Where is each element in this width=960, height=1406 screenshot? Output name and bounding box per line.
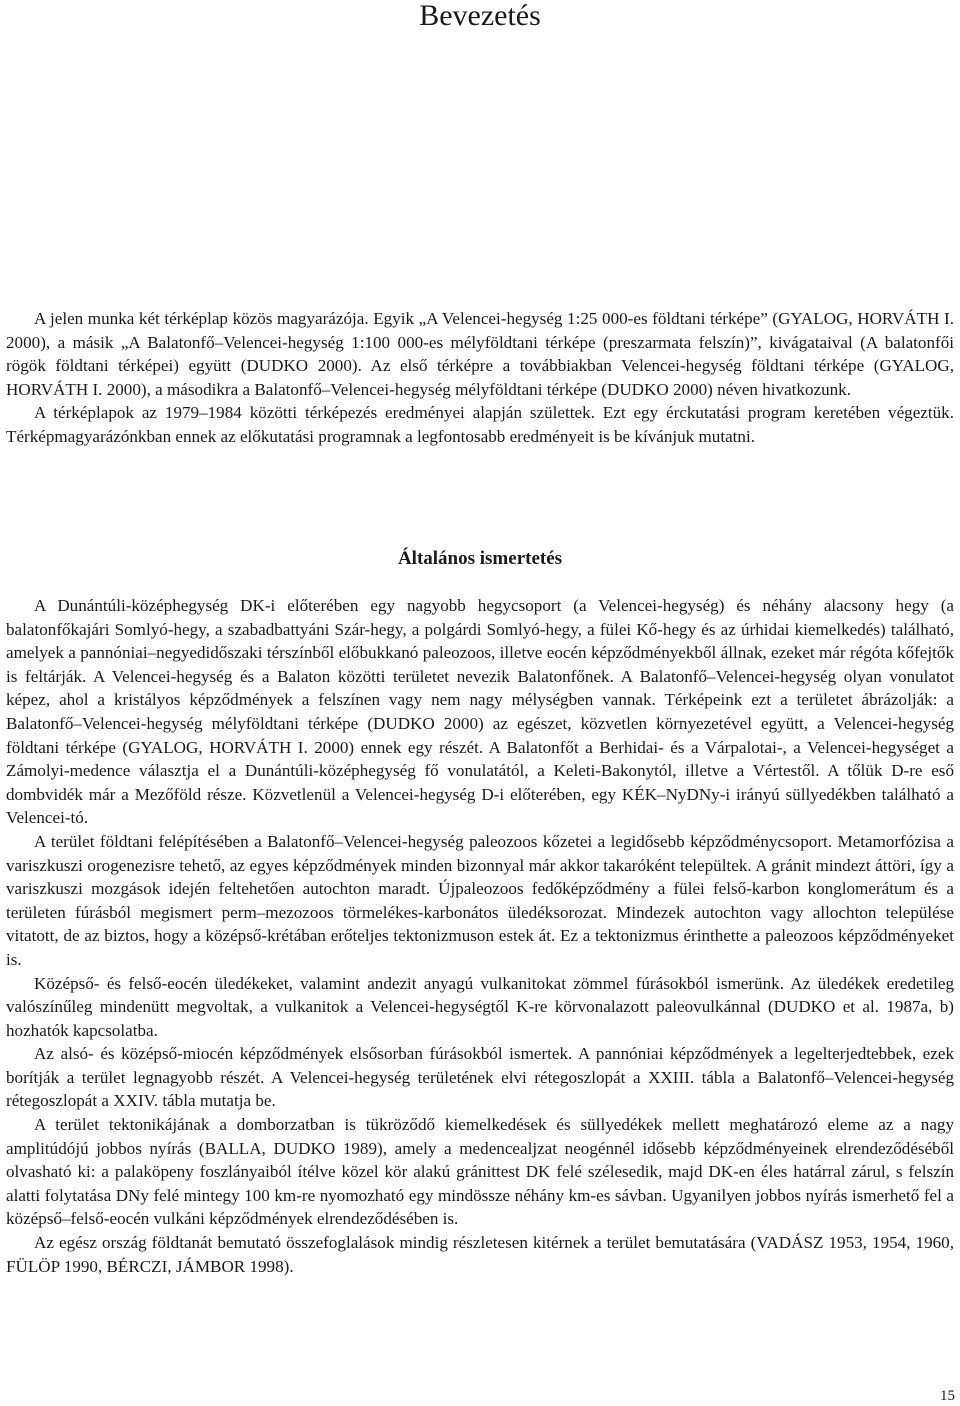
section-heading: Általános ismertetés: [397, 548, 563, 569]
general-paragraph-4: Az alsó- és középső-miocén képződmények elsősorban fúrásokból ismertek. A pannóniai képződmények a legelterjedtebbek, ezek borítják a terület legnagyobb részét. A Velencei-hegység területének elvi rétegoszlopát a XXIII. tábla a Balatonfő–Velencei-hegység rétegoszlopát a XXIV. tábla mutatja be.: [6, 1044, 954, 1111]
intro-paragraph-1: A jelen munka két térképlap közös magyarázója. Egyik „A Velencei-hegység 1:25 000-es földtani térképe” (GYALOG, HORVÁTH I. 2000), a másik „A Balatonfő–Velencei-hegység 1:100 000-es mélyföldtani térképe (preszarmata felszín)”, kivágataival (A balatonfői rögök földtani térképei) együtt (DUDKO 2000). Az első térképre a továbbiakban Velencei-hegység földtani térképe (GYALOG, HORVÁTH I. 2000), a másodikra a Balatonfő–Velencei-hegység mélyföldtani térképe (DUDKO 2000) néven hivatkozunk.: [6, 309, 954, 399]
general-paragraph-3: Középső- és felső-eocén üledékeket, valamint andezit anyagú vulkanitokat zömmel fúrásokból ismerünk. Az üledékek eredetileg valószínűleg mindenütt megvoltak, a vulkanitok a Velencei-hegységtől K-re körvonalazott paleovulkánnal (DUDKO et al. 1987a, b) hozhatók kapcsolatba.: [6, 973, 954, 1040]
general-paragraph-1: A Dunántúli-középhegység DK-i előterében egy nagyobb hegycsoport (a Velencei-hegység) és néhány alacsony hegy (a balatonfőkajári Somlyó-hegy, a szabadbattyáni Szár-hegy, a polgárdi Somlyó-hegy, a fülei Kő-hegy és az úrhidai kiemelkedés) található, amelyek a pannóniai–negyedidőszaki térszínből előbukkanó paleozoos, illetve eocén képződményekből állnak, ezeket már régóta kőfejtők is feltárják. A Velencei-hegység és a Balaton közötti területet nevezik Balatonfőnek. A Balatonfő–Velencei-hegység olyan vonulatot képez, ahol a kristályos képződmények a felszínen vagy nem nagy mélységben vannak. Térképeink ezt a területet ábrázolják: a Balatonfő–Velencei-hegység mélyföldtani térképe (DUDKO 2000) az egészet, közvetlen környezetével együtt, a Velencei-hegység földtani térképe (GYALOG, HORVÁTH I. 2000) ennek egy részét. A Balatonfőt a Berhidai- és a Várpalotai-, a Velencei-hegységet a Zámolyi-medence választja el a Dunántúli-középhegység fő vonulatától, a Keleti-Bakonytól, illetve a Vértestől. A tőlük D-re eső dombvidék már a Mezőföld része. Közvetlenül a Velencei-hegység D-i előterében, egy KÉK–NyDNy-i irányú süllyedékben található a Velencei-tó.: [6, 596, 954, 828]
general-paragraph-5: A terület tektonikájának a domborzatban is tükröződő kiemelkedések és süllyedékek mellett meghatározó eleme az a nagy amplitúdójú jobbos nyírás (BALLA, DUDKO 1989), amely a medencealjzat neogénnél idősebb képződményeinek elrendeződéséből olvasható ki: a palaköpeny foszlányaiból ítélve közel kör alakú gránittest DK felé szélesedik, majd DK-en éles határral zárul, s felszín alatti folytatása DNy felé mintegy 100 km-re nyomozható egy mindössze néhány km-es sávban. Ugyanilyen jobbos nyírás ismerhető fel a középső–felső-eocén vulkáni képződmények elrendeződésében is.: [6, 1115, 954, 1229]
intro-paragraph-2: A térképlapok az 1979–1984 közötti térképezés eredményei alapján születtek. Ezt egy érckutatási program keretében végeztük. Térképmagyarázónkban ennek az előkutatási programnak a legfontosabb eredményeit is be kívánjuk mutatni.: [6, 403, 954, 446]
general-section: [6, 594, 954, 1278]
page-title: Bevezetés: [419, 0, 541, 32]
general-paragraph-2: A terület földtani felépítésében a Balatonfő–Velencei-hegység paleozoos kőzetei a legidősebb képződménycsoport. Metamorfózisa a variszkuszi orogenezisre tehető, az egyes képződmények minden bizonnyal már akkor takaróként települtek. A gránit mindezt áttöri, így a variszkuszi mozgások idején feltehetően autochton maradt. Újpaleozoos fedőképződmény a fülei felső-karbon konglomerátum és a területen fúrásból megismert perm–mezozoos törmelékes-karbonátos üledéksorozat. Mindezek autochton vagy allochton települése vitatott, de az biztos, hogy a középső-krétában erőteljes tektonizmuson estek át. Ez a tektonizmus érinthette a paleozoos képződményeket is.: [6, 831, 954, 969]
page-number: 15: [940, 1388, 955, 1404]
intro-section: [6, 307, 954, 449]
general-paragraph-6: Az egész ország földtanát bemutató összefoglalások mindig részletesen kitérnek a terület bemutatására (VADÁSZ 1953, 1954, 1960, FÜLÖP 1990, BÉRCZI, JÁMBOR 1998).: [6, 1233, 954, 1276]
